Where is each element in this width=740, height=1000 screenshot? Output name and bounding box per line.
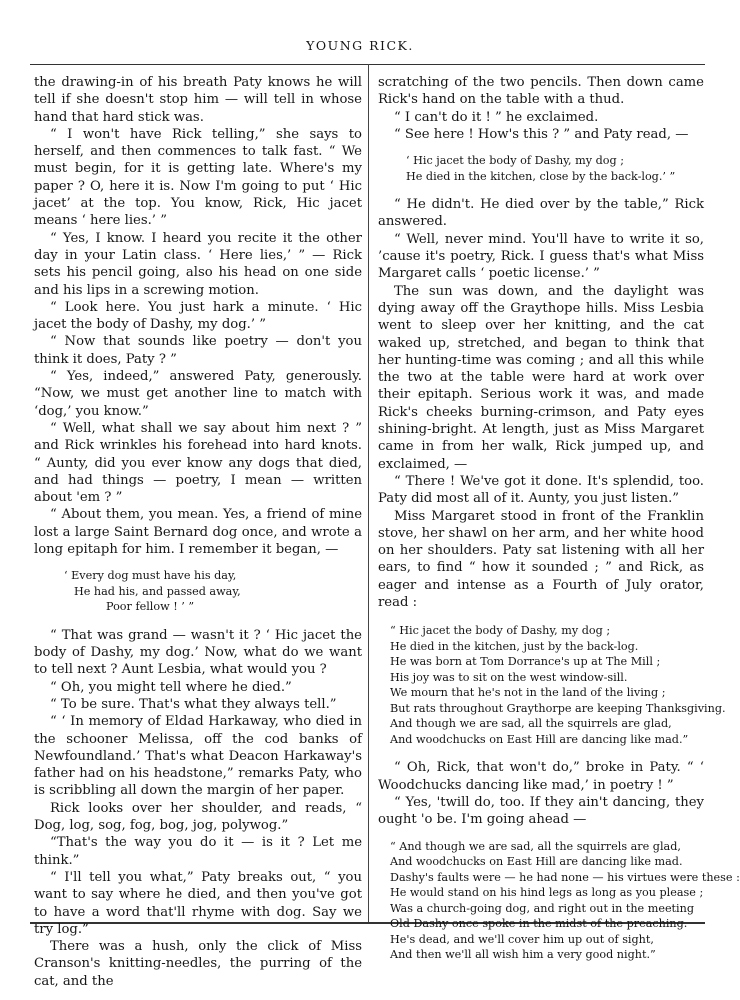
paragraph: Rick looks over her shoulder, and reads, “ Dog, log, sog, fog, bog, jog, polywog.” bbox=[34, 800, 362, 834]
verse-line: His joy was to sit on the west window-sill. bbox=[390, 670, 628, 684]
paragraph: the drawing-in of his breath Paty knows he will tell if she doesn't stop him — will tell in whose hand that hard stick was. bbox=[34, 75, 362, 125]
verse-line: He died in the kitchen, close by the back-log.’ ” bbox=[406, 169, 676, 183]
verse-line: But rats throughout Graythorpe are keeping Thanksgiving. bbox=[390, 701, 726, 715]
verse-line: He had his, and passed away, bbox=[74, 584, 241, 598]
paragraph: “ About them, you mean. Yes, a friend of mine lost a large Saint Bernard dog once, and wrote a long epitaph for him. I remember it began, — bbox=[34, 507, 362, 558]
paragraph: “ There ! We've got it done. It's splendid, too. Paty did most all of it. Aunty, you just listen.” bbox=[378, 473, 704, 507]
verse-line: ‘ Every dog must have his day, bbox=[64, 569, 237, 583]
paragraph: “ See here ! How's this ? ” and Paty read, — bbox=[394, 126, 689, 142]
paragraph: “ Oh, Rick, that won't do,” broke in Paty. “ ‘ Woodchucks dancing like mad,’ in poetry ! ” bbox=[378, 760, 704, 793]
left-column bbox=[34, 74, 362, 989]
verse-line: He died in the kitchen, just by the back-log. bbox=[390, 639, 639, 653]
verse-line: He would stand on his hind legs as long as you please ; bbox=[390, 886, 704, 899]
verse-line: He's dead, and we'll cover him up out of sight, bbox=[390, 932, 654, 946]
right-column bbox=[378, 74, 740, 961]
paragraph: Miss Margaret stood in front of the Franklin stove, her shawl on her arm, and her white hood on her shoulders. Paty sat listening with all her ears, to find “ how it sounded ; ” and Rick, as eager and intense as a Fourth of July orator, read : bbox=[378, 508, 704, 611]
paragraph: “ Yes, 'twill do, too. If they ain't dancing, they ought 'o be. I'm going ahead — bbox=[378, 794, 704, 828]
verse-line: Old Dashy once spoke in the midst of the preaching. bbox=[390, 917, 688, 930]
verse-block bbox=[390, 839, 740, 963]
verse-line: ‘ Hic jacet the body of Dashy, my dog ; bbox=[406, 154, 624, 168]
paragraph: “ Yes, indeed,” answered Paty, generously. “Now, we must get another line to match with ‘dog,’ you know.” bbox=[34, 369, 362, 419]
verse-line: And then we'll all wish him a very good night.” bbox=[390, 948, 656, 961]
verse-line: Was a church-going dog, and right out in the meeting bbox=[390, 901, 695, 915]
paragraph: The sun was down, and the daylight was dying away off the Graythope hills. Miss Lesbia went to sleep over her knitting, and the cat waked up, stretched, and began to think that her hunting-time was coming ; and all this while the two at the table were hard at work over their epitaph. Serious work it was, and made Rick's cheeks burning-crimson, and Paty eyes shining-bright. At length, just as Miss Margaret came in from her walk, Rick jumped up, and exclaimed, — bbox=[378, 283, 704, 472]
paragraph: “That's the way you do it — is it ? Let me think.” bbox=[34, 835, 362, 868]
verse-line: “ And though we are sad, all the squirrels are glad, bbox=[390, 839, 681, 853]
paragraph: “ Look here. You just hark a minute. ‘ Hic jacet the body of Dashy, my dog.’ ” bbox=[34, 299, 362, 333]
verse-line: And though we are sad, all the squirrels are glad, bbox=[390, 717, 672, 731]
paragraph: “ That was grand — wasn't it ? ‘ Hic jacet the body of Dashy, my dog.’ Now, what do we want to tell next ? Aunt Lesbia, what would you ? bbox=[34, 627, 362, 678]
paragraph: “ Well, what shall we say about him next ? ” and Rick wrinkles his forehead into hard knots. “ Aunty, did you ever know any dogs that died, and had things — poetry, I mean — written about 'em ? ” bbox=[34, 420, 362, 506]
column-divider bbox=[368, 64, 369, 922]
verse-line: Poor fellow ! ’ ” bbox=[106, 600, 195, 614]
paragraph: “ He didn't. He died over by the table,” Rick answered. bbox=[378, 197, 704, 230]
verse-line: We mourn that he's not in the land of the living ; bbox=[390, 686, 666, 700]
paragraph: “ Yes, I know. I heard you recite it the other day in your Latin class. ‘ Here lies,’ ” — Rick sets his pencil going, also his head on one side and his lips in a screwing motion. bbox=[34, 230, 362, 298]
paragraph: “ Oh, you might tell where he died.” bbox=[50, 679, 292, 695]
verse-line: Dashy's faults were — he had none — his virtues were these : bbox=[390, 870, 740, 884]
verse-line: And woodchucks on East Hill are dancing like mad.” bbox=[390, 732, 689, 746]
paragraph: There was a hush, only the click of Miss Cranson's knitting-needles, the purring of the cat, and the bbox=[34, 939, 362, 989]
verse-block bbox=[64, 568, 362, 615]
verse-line: “ Hic jacet the body of Dashy, my dog ; bbox=[390, 624, 611, 638]
paragraph: scratching of the two pencils. Then down came Rick's hand on the table with a thud. bbox=[378, 75, 704, 108]
paragraph: “ To be sure. That's what they always tell.” bbox=[50, 697, 337, 712]
verse-block bbox=[406, 153, 704, 184]
verse-block bbox=[390, 623, 726, 747]
paragraph: “ Now that sounds like poetry — don't you think it does, Paty ? ” bbox=[34, 334, 362, 367]
paragraph: “ I won't have Rick telling,” she says to herself, and then commences to talk fast. “ We must begin, for it is getting late. Where's my paper ? O, here it is. Now I'm going to put ‘ Hic jacet’ at the top. You know, Rick, Hic jacet means ‘ here lies.’ ” bbox=[34, 126, 362, 229]
paragraph: “ ‘ In memory of Eldad Harkaway, who died in the schooner Melissa, off the cod banks of Newfoundland.’ That's what Deacon Harkaway's father had on his headstone,” remarks Paty, who is scribbling all down the margin of her paper. bbox=[34, 714, 362, 799]
paragraph: “ I can't do it ! ” he exclaimed. bbox=[394, 109, 599, 125]
paragraph: “ I'll tell you what,” Paty breaks out, “ you want to say where he died, and then you've got to have a word that'll rhyme with dog. Say we try log.” bbox=[34, 869, 362, 937]
paragraph: “ Well, never mind. You'll have to write it so, ’cause it's poetry, Rick. I guess that's what Miss Margaret calls ‘ poetic license.’ ” bbox=[378, 231, 704, 282]
verse-line: He was born at Tom Dorrance's up at The Mill ; bbox=[390, 655, 661, 669]
verse-line: And woodchucks on East Hill are dancing like mad. bbox=[390, 855, 683, 868]
running-header: YOUNG RICK. bbox=[306, 38, 414, 53]
